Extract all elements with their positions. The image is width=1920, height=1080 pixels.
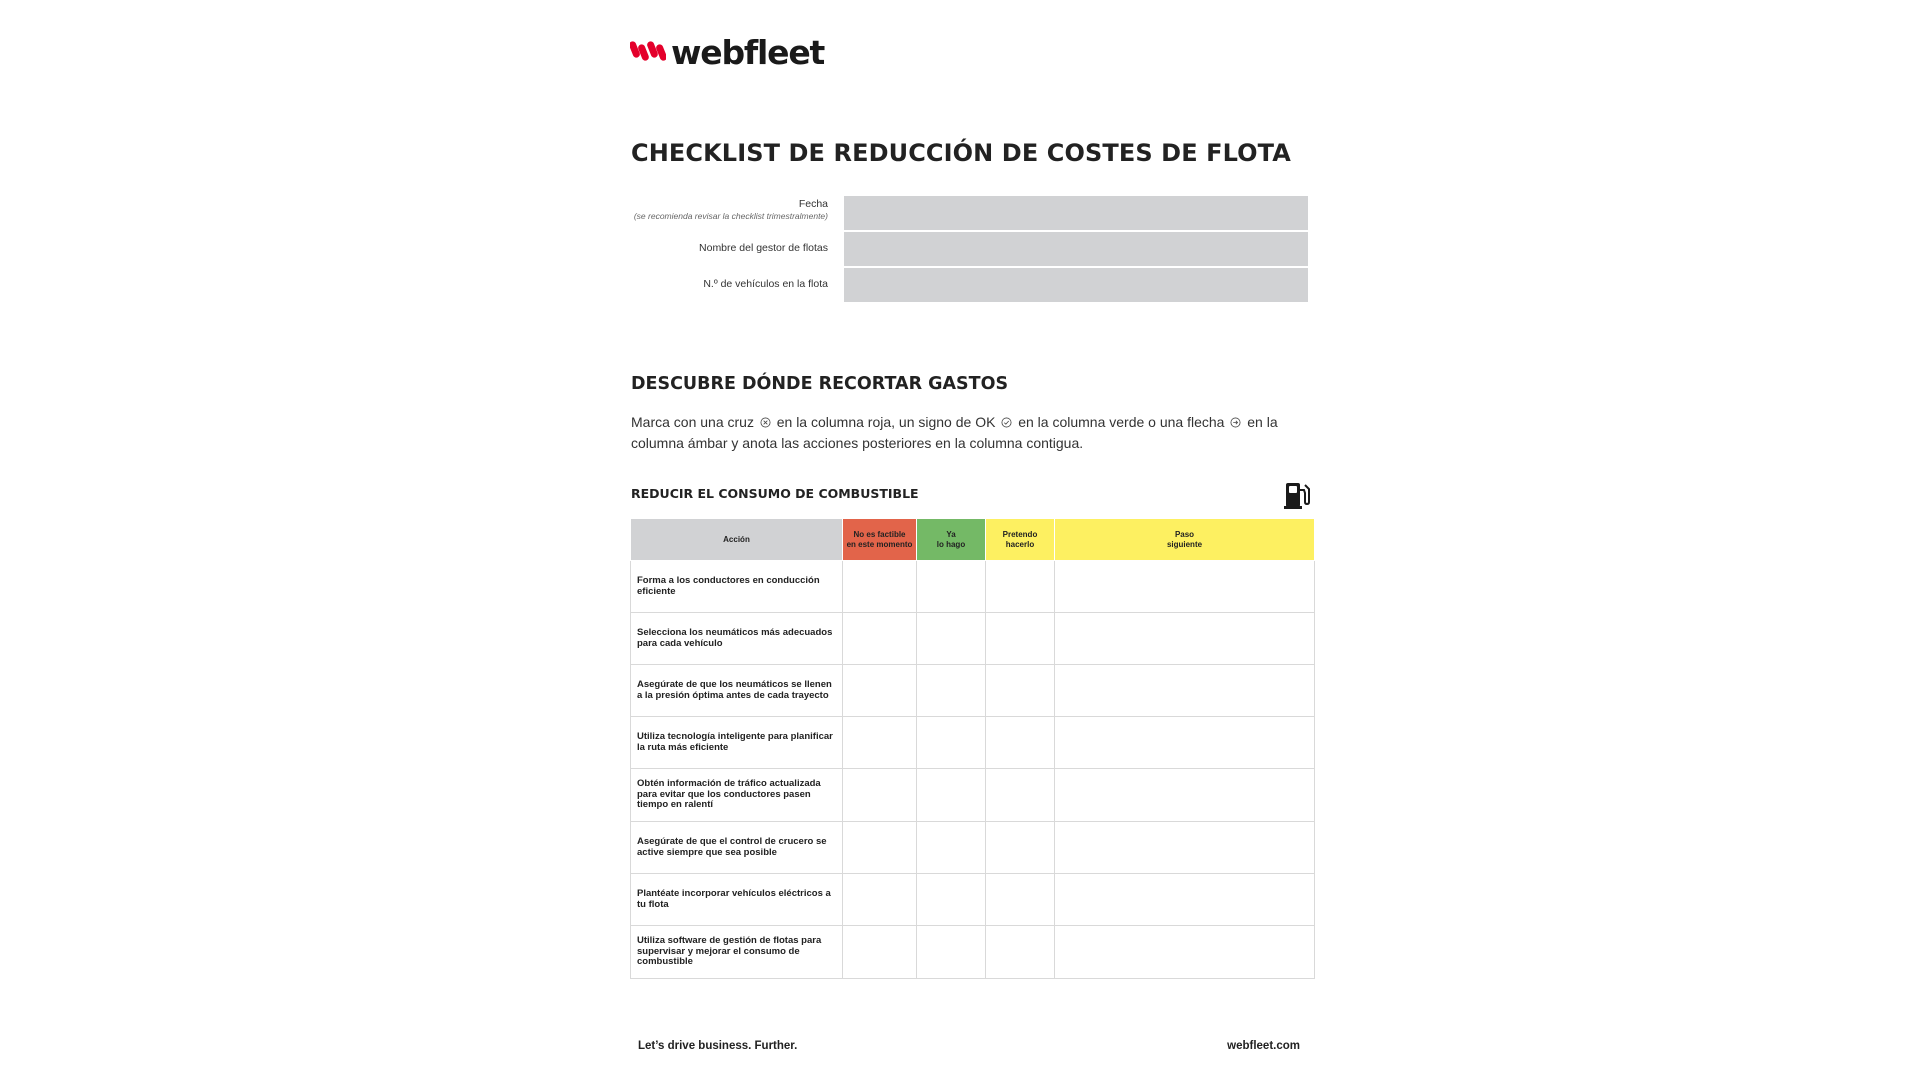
fuel-checklist-table bbox=[630, 518, 1315, 979]
next-step-cell[interactable] bbox=[1055, 717, 1315, 769]
manager-label bbox=[628, 242, 828, 255]
header-not-feasible: No es factible en este momento bbox=[843, 519, 917, 561]
next-step-cell[interactable] bbox=[1055, 613, 1315, 665]
table-row bbox=[631, 769, 1315, 822]
next-step-cell[interactable] bbox=[1055, 561, 1315, 613]
intend-cell[interactable] bbox=[986, 613, 1055, 665]
action-cell: Utiliza tecnología inteligente para planificar la ruta más eficiente bbox=[631, 717, 843, 769]
vehicle-count-field[interactable] bbox=[844, 268, 1308, 302]
instructions-part4: en la columna ámbar y anota las acciones posteriores en la columna contigua. bbox=[631, 414, 1278, 451]
intend-cell[interactable] bbox=[986, 717, 1055, 769]
table-row bbox=[631, 613, 1315, 665]
table-row bbox=[631, 717, 1315, 769]
header-intend-to-do: Pretendo hacerlo bbox=[986, 519, 1055, 561]
footer-tagline: Let’s drive business. Further. bbox=[638, 1040, 798, 1052]
action-cell: Asegúrate de que el control de crucero se active siempre que sea posible bbox=[631, 822, 843, 874]
checklist-page bbox=[628, 0, 1316, 1080]
already-doing-cell[interactable] bbox=[917, 665, 986, 717]
already-doing-cell[interactable] bbox=[917, 717, 986, 769]
logo-wordmark: webfleet bbox=[671, 33, 825, 72]
not-feasible-cell[interactable] bbox=[843, 874, 917, 926]
not-feasible-cell[interactable] bbox=[843, 769, 917, 822]
not-feasible-cell[interactable] bbox=[843, 665, 917, 717]
manager-label-text: Nombre del gestor de flotas bbox=[699, 242, 828, 254]
webfleet-logo bbox=[630, 33, 825, 72]
date-field[interactable] bbox=[844, 196, 1308, 230]
already-doing-cell[interactable] bbox=[917, 613, 986, 665]
next-step-cell[interactable] bbox=[1055, 665, 1315, 717]
table-row bbox=[631, 665, 1315, 717]
header-next-step: Paso siguiente bbox=[1055, 519, 1315, 561]
not-feasible-cell[interactable] bbox=[843, 926, 917, 979]
intend-cell[interactable] bbox=[986, 561, 1055, 613]
intend-cell[interactable] bbox=[986, 926, 1055, 979]
not-feasible-cell[interactable] bbox=[843, 717, 917, 769]
action-cell: Plantéate incorporar vehículos eléctricos a tu flota bbox=[631, 874, 843, 926]
date-label bbox=[628, 198, 828, 221]
section-subtitle: DESCUBRE DÓNDE RECORTAR GASTOS bbox=[631, 374, 1009, 394]
footer-url[interactable]: webfleet.com bbox=[1227, 1040, 1300, 1052]
webfleet-logo-mark-icon bbox=[630, 39, 666, 67]
header-action: Acción bbox=[631, 519, 843, 561]
date-label-text: Fecha bbox=[798, 198, 828, 210]
not-feasible-cell[interactable] bbox=[843, 561, 917, 613]
intend-cell[interactable] bbox=[986, 665, 1055, 717]
date-note: (se recomienda revisar la checklist trimestralmente) bbox=[633, 211, 828, 221]
already-doing-cell[interactable] bbox=[917, 874, 986, 926]
action-cell: Selecciona los neumáticos más adecuados para cada vehículo bbox=[631, 613, 843, 665]
already-doing-cell[interactable] bbox=[917, 769, 986, 822]
instructions-part2: en la columna roja, un signo de OK bbox=[776, 414, 996, 430]
action-cell: Asegúrate de que los neumáticos se llenen a la presión óptima antes de cada trayecto bbox=[631, 665, 843, 717]
table-row bbox=[631, 561, 1315, 613]
form-row-date bbox=[628, 196, 1308, 230]
not-feasible-cell[interactable] bbox=[843, 613, 917, 665]
header-already-doing: Ya lo hago bbox=[917, 519, 986, 561]
next-step-cell[interactable] bbox=[1055, 822, 1315, 874]
intend-cell[interactable] bbox=[986, 822, 1055, 874]
next-step-cell[interactable] bbox=[1055, 769, 1315, 822]
next-step-cell[interactable] bbox=[1055, 874, 1315, 926]
fleet-manager-name-field[interactable] bbox=[844, 232, 1308, 266]
vehicles-label-text: N.º de vehículos en la flota bbox=[703, 278, 828, 290]
fuel-pump-icon bbox=[1283, 480, 1311, 510]
vehicles-label bbox=[628, 278, 828, 291]
next-step-cell[interactable] bbox=[1055, 926, 1315, 979]
already-doing-cell[interactable] bbox=[917, 561, 986, 613]
already-doing-cell[interactable] bbox=[917, 926, 986, 979]
cross-circle-icon bbox=[760, 417, 771, 428]
table-row bbox=[631, 822, 1315, 874]
check-circle-icon bbox=[1001, 417, 1012, 428]
action-cell: Obtén información de tráfico actualizada para evitar que los conductores pasen tiempo en ralentí bbox=[631, 769, 843, 822]
form-row-manager bbox=[628, 232, 1308, 266]
action-cell: Utiliza software de gestión de flotas para supervisar y mejorar el consumo de combustible bbox=[631, 926, 843, 979]
instructions-text bbox=[631, 412, 1311, 454]
action-cell: Forma a los conductores en conducción eficiente bbox=[631, 561, 843, 613]
arrow-circle-icon bbox=[1230, 417, 1241, 428]
table-row bbox=[631, 926, 1315, 979]
table-header-row bbox=[631, 519, 1315, 561]
form-row-vehicles bbox=[628, 268, 1308, 302]
instructions-part1: Marca con una cruz bbox=[631, 414, 754, 430]
already-doing-cell[interactable] bbox=[917, 822, 986, 874]
page-title: CHECKLIST DE REDUCCIÓN DE COSTES DE FLOTA bbox=[631, 139, 1291, 167]
table-row bbox=[631, 874, 1315, 926]
intend-cell[interactable] bbox=[986, 769, 1055, 822]
not-feasible-cell[interactable] bbox=[843, 822, 917, 874]
intend-cell[interactable] bbox=[986, 874, 1055, 926]
fuel-section-title: REDUCIR EL CONSUMO DE COMBUSTIBLE bbox=[631, 486, 919, 501]
instructions-part3: en la columna verde o una flecha bbox=[1018, 414, 1225, 430]
